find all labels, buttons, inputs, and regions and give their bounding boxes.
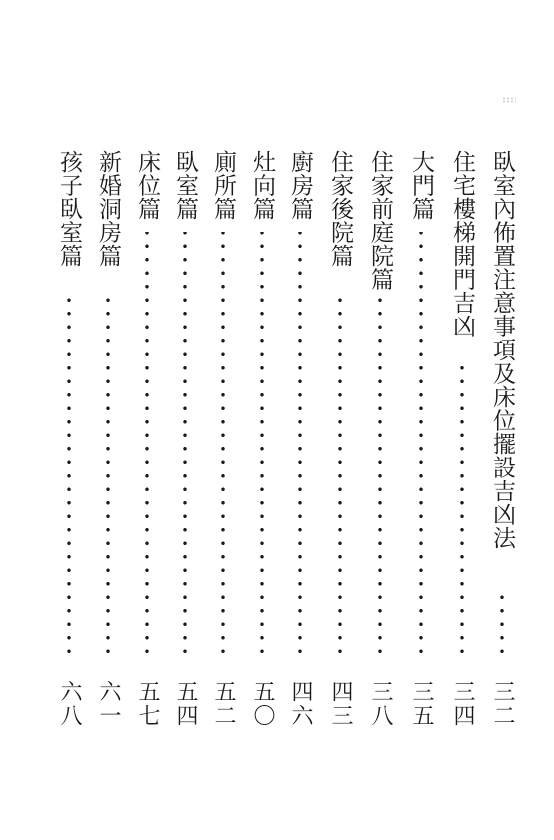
toc-entry-page-number: 六八 (57, 680, 82, 728)
toc-dot-leader (183, 232, 187, 658)
toc-entry-title: 住家前庭院篇 (367, 150, 393, 291)
toc-dot-leader (500, 588, 504, 658)
toc-entry (207, 150, 239, 750)
toc-entry-page-number: 三八 (368, 680, 393, 728)
toc-entry (169, 150, 201, 750)
toc-dot-leader (378, 298, 382, 658)
toc-entry-title: 廁所篇 (210, 150, 236, 221)
toc-entry-page-number: 三四 (450, 680, 475, 728)
toc-entry-page-number: 三二 (490, 680, 515, 728)
toc-entry-page-number: 三五 (409, 680, 434, 728)
toc-entry (131, 150, 163, 750)
toc-entry (446, 150, 478, 750)
toc-dot-leader (145, 232, 149, 658)
toc-entry-page-number: 五〇 (250, 680, 275, 728)
toc-entry-page-number: 五四 (173, 680, 198, 728)
toc-entry (364, 150, 396, 750)
toc-entry-page-number: 四六 (288, 680, 313, 728)
toc-dot-leader (460, 362, 464, 658)
toc-dot-leader (298, 232, 302, 658)
toc-dot-leader (221, 232, 225, 658)
toc-entry (486, 150, 518, 750)
toc-entry (324, 150, 356, 750)
toc-entry-title: 住家後院篇 (327, 150, 353, 268)
toc-dot-leader (260, 232, 264, 658)
paper-speck (502, 97, 516, 103)
toc-entry (284, 150, 316, 750)
toc-entry-page-number: 五二 (211, 680, 236, 728)
toc-entry-page-number: 四三 (328, 680, 353, 728)
toc-entry-page-number: 六一 (96, 680, 121, 728)
toc-entry-title: 臥室篇 (172, 150, 198, 221)
toc-dot-leader (67, 298, 71, 658)
toc-entry-title: 臥室內佈置注意事項及床位擺設吉凶法 (489, 150, 515, 550)
toc-entry (53, 150, 85, 750)
toc-entry-title: 住宅樓梯開門吉凶 (449, 150, 475, 338)
toc-dot-leader (106, 298, 110, 658)
toc-dot-leader (419, 232, 423, 658)
toc-entry (405, 150, 437, 750)
toc-entry (92, 150, 124, 750)
toc-entry-page-number: 五七 (135, 680, 160, 728)
toc-entry (246, 150, 278, 750)
toc-dot-leader (338, 298, 342, 658)
toc-entry-title: 孩子臥室篇 (56, 150, 82, 268)
toc-entry-title: 灶向篇 (249, 150, 275, 221)
toc-entry-title: 新婚洞房篇 (95, 150, 121, 268)
toc-entry-title: 廚房篇 (287, 150, 313, 221)
toc-entry-title: 大門篇 (408, 150, 434, 221)
toc-entry-title: 床位篇 (134, 150, 160, 221)
